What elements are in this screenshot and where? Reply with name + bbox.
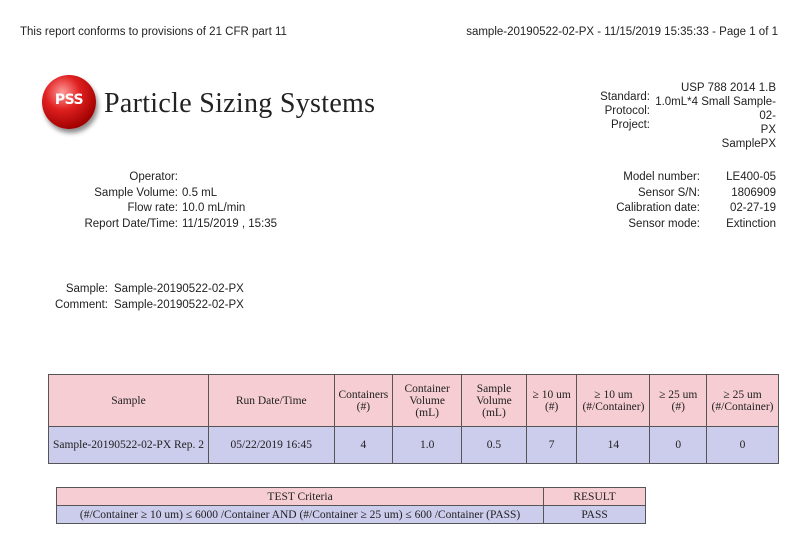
cell-ge25-per-container: 0: [707, 427, 779, 464]
cell-ge25-count: 0: [650, 427, 707, 464]
company-name: Particle Sizing Systems: [104, 88, 376, 119]
cell-run-datetime: 05/22/2019 16:45: [208, 427, 334, 464]
standard-values: [640, 81, 776, 151]
cell-container-volume: 1.0: [393, 427, 462, 464]
sample-volume-label: Sample Volume:: [94, 186, 178, 199]
protocol-value-line1: 1.0mL*4 Small Sample-02-: [655, 96, 776, 122]
logo-badge: PSS: [54, 92, 84, 108]
header-container-volume: Container Volume (mL): [393, 375, 462, 427]
comment-label: Comment:: [54, 298, 108, 311]
standard-label: Standard:: [600, 91, 650, 103]
operator-block: [60, 170, 277, 232]
header-containers: Containers (#): [334, 375, 393, 427]
instrument-block: [600, 170, 776, 232]
header-ge10-count: ≥ 10 um (#): [526, 375, 577, 427]
standard-value: USP 788 2014 1.B: [680, 82, 776, 94]
model-number-label: Model number:: [623, 171, 700, 183]
results-table: [48, 374, 779, 464]
header-ge25-per-container: ≥ 25 um (#/Container): [707, 375, 779, 427]
sensor-sn-label: Sensor S/N:: [638, 186, 700, 199]
header-sample-volume: Sample Volume (mL): [462, 375, 527, 427]
header-test-criteria: TEST Criteria: [57, 488, 544, 506]
operator-label: Operator:: [129, 171, 178, 183]
sensor-mode-label: Sensor mode:: [628, 217, 700, 230]
criteria-table: [56, 487, 646, 524]
sensor-mode-value: Extinction: [726, 217, 776, 230]
cell-containers: 4: [334, 427, 393, 464]
conformance-statement: This report conforms to provisions of 21 CFR part 11: [20, 26, 287, 38]
sensor-sn-value: 1806909: [731, 186, 776, 199]
model-number-value: LE400-05: [726, 171, 776, 183]
header-result: RESULT: [544, 488, 646, 506]
sample-block: [40, 282, 244, 313]
table-row: [57, 506, 646, 524]
project-value: SamplePX: [721, 138, 776, 150]
flow-rate-value: 10.0 mL/min: [182, 202, 246, 214]
cell-ge10-count: 7: [526, 427, 577, 464]
calibration-date-value: 02-27-19: [729, 202, 776, 214]
flow-rate-label: Flow rate:: [127, 202, 178, 214]
report-datetime-value: 11/15/2019 , 15:35: [182, 217, 278, 230]
header-run-datetime: Run Date/Time: [208, 375, 334, 427]
cell-ge10-per-container: 14: [577, 427, 650, 464]
header-sample: Sample: [49, 375, 209, 427]
header-ge25-count: ≥ 25 um (#): [650, 375, 707, 427]
sample-label: Sample:: [65, 283, 108, 295]
criteria-text: (#/Container ≥ 10 um) ≤ 6000 /Container AND (#/Container ≥ 25 um) ≤ 600 /Container (PASS): [57, 506, 544, 524]
report-datetime-label: Report Date/Time:: [84, 217, 178, 230]
protocol-label: Protocol:: [604, 105, 650, 117]
table-row: [49, 427, 779, 464]
cell-sample: Sample-20190522-02-PX Rep. 2: [49, 427, 209, 464]
calibration-date-label: Calibration date:: [616, 202, 700, 214]
cell-sample-volume: 0.5: [462, 427, 527, 464]
comment-value: Sample-20190522-02-PX: [114, 298, 244, 311]
criteria-result: PASS: [544, 506, 646, 524]
header-ge10-per-container: ≥ 10 um (#/Container): [577, 375, 650, 427]
protocol-value-line2: PX: [760, 124, 776, 136]
project-label: Project:: [611, 119, 650, 131]
page-info: sample-20190522-02-PX - 11/15/2019 15:35:33 - Page 1 of 1: [466, 26, 778, 38]
results-header-row: [49, 375, 779, 427]
pss-logo-icon: [42, 75, 96, 129]
sample-volume-value: 0.5 mL: [182, 186, 218, 199]
sample-value: Sample-20190522-02-PX: [114, 283, 244, 295]
criteria-header-row: [57, 488, 646, 506]
